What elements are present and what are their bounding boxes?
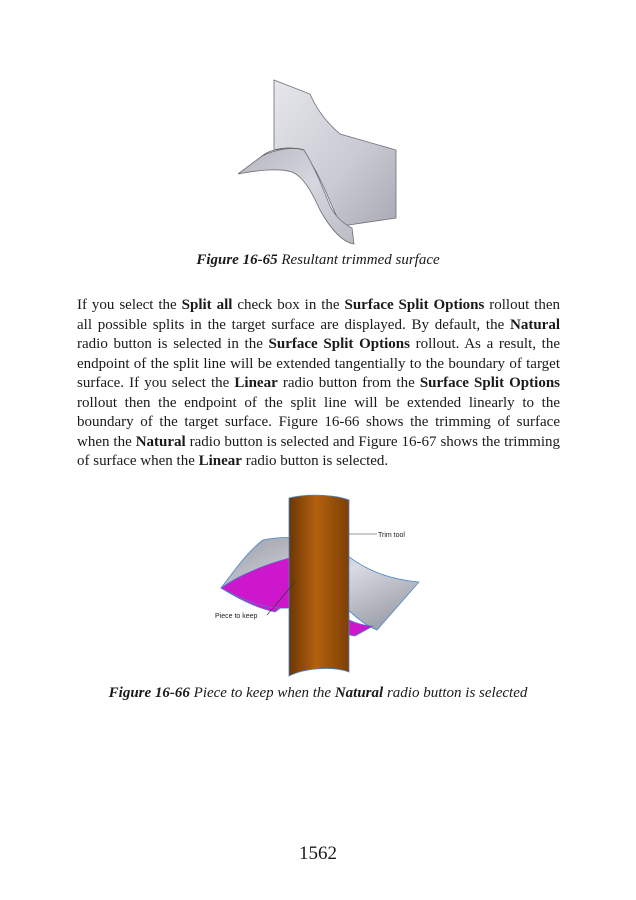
text-run: radio button is selected in the [77, 336, 269, 352]
trim-tool-cylinder [289, 495, 349, 676]
figure-caption-text: Resultant trimmed surface [281, 252, 440, 268]
text-run: If you select the [77, 297, 182, 313]
text-run: radio button is selected and Figure 16-67 shows the trimming of surface when the [77, 433, 560, 469]
caption-text: Piece to keep when the [189, 685, 335, 701]
page-number: 1562 [299, 843, 337, 864]
caption-text: radio button is selected [383, 685, 528, 701]
term-surface-split-options: Surface Split Options [344, 297, 485, 313]
trimmed-surface-figure [234, 78, 402, 246]
text-run: rollout then all possible splits in the target surface are displayed. By default, the [77, 297, 561, 333]
caption-term-natural: Natural [334, 685, 384, 701]
figure-16-65-caption [0, 252, 636, 269]
trim-tool-label: Trim tool [378, 532, 405, 539]
term-split-all: Split all [181, 297, 233, 313]
text-run: check box in the [232, 297, 345, 313]
term-linear: Linear [234, 375, 278, 391]
text-run: rollout. As a result, the endpoint of the split line will be extended tangentially to the boundary of target surface. If you select the [77, 336, 560, 391]
term-natural: Natural [135, 433, 186, 450]
figure-16-66-caption [0, 685, 636, 702]
piece-to-keep-figure [205, 494, 427, 679]
text-run: radio button from the [277, 375, 420, 391]
body-paragraph [77, 296, 560, 472]
term-natural: Natural [510, 316, 560, 333]
term-linear: Linear [198, 453, 242, 469]
term-surface-split-options: Surface Split Options [268, 336, 410, 352]
text-run: rollout then the endpoint of the split line will be extended linearly to the boundary of the target surface. Figure 16-66 shows the trimming of surface when the [77, 394, 560, 450]
figure-number: Figure 16-66 [108, 685, 190, 701]
piece-to-keep-label: Piece to keep [215, 613, 258, 620]
text-run: radio button is selected. [241, 453, 389, 469]
figure-number: Figure 16-65 [196, 252, 278, 268]
term-surface-split-options: Surface Split Options [419, 375, 560, 391]
